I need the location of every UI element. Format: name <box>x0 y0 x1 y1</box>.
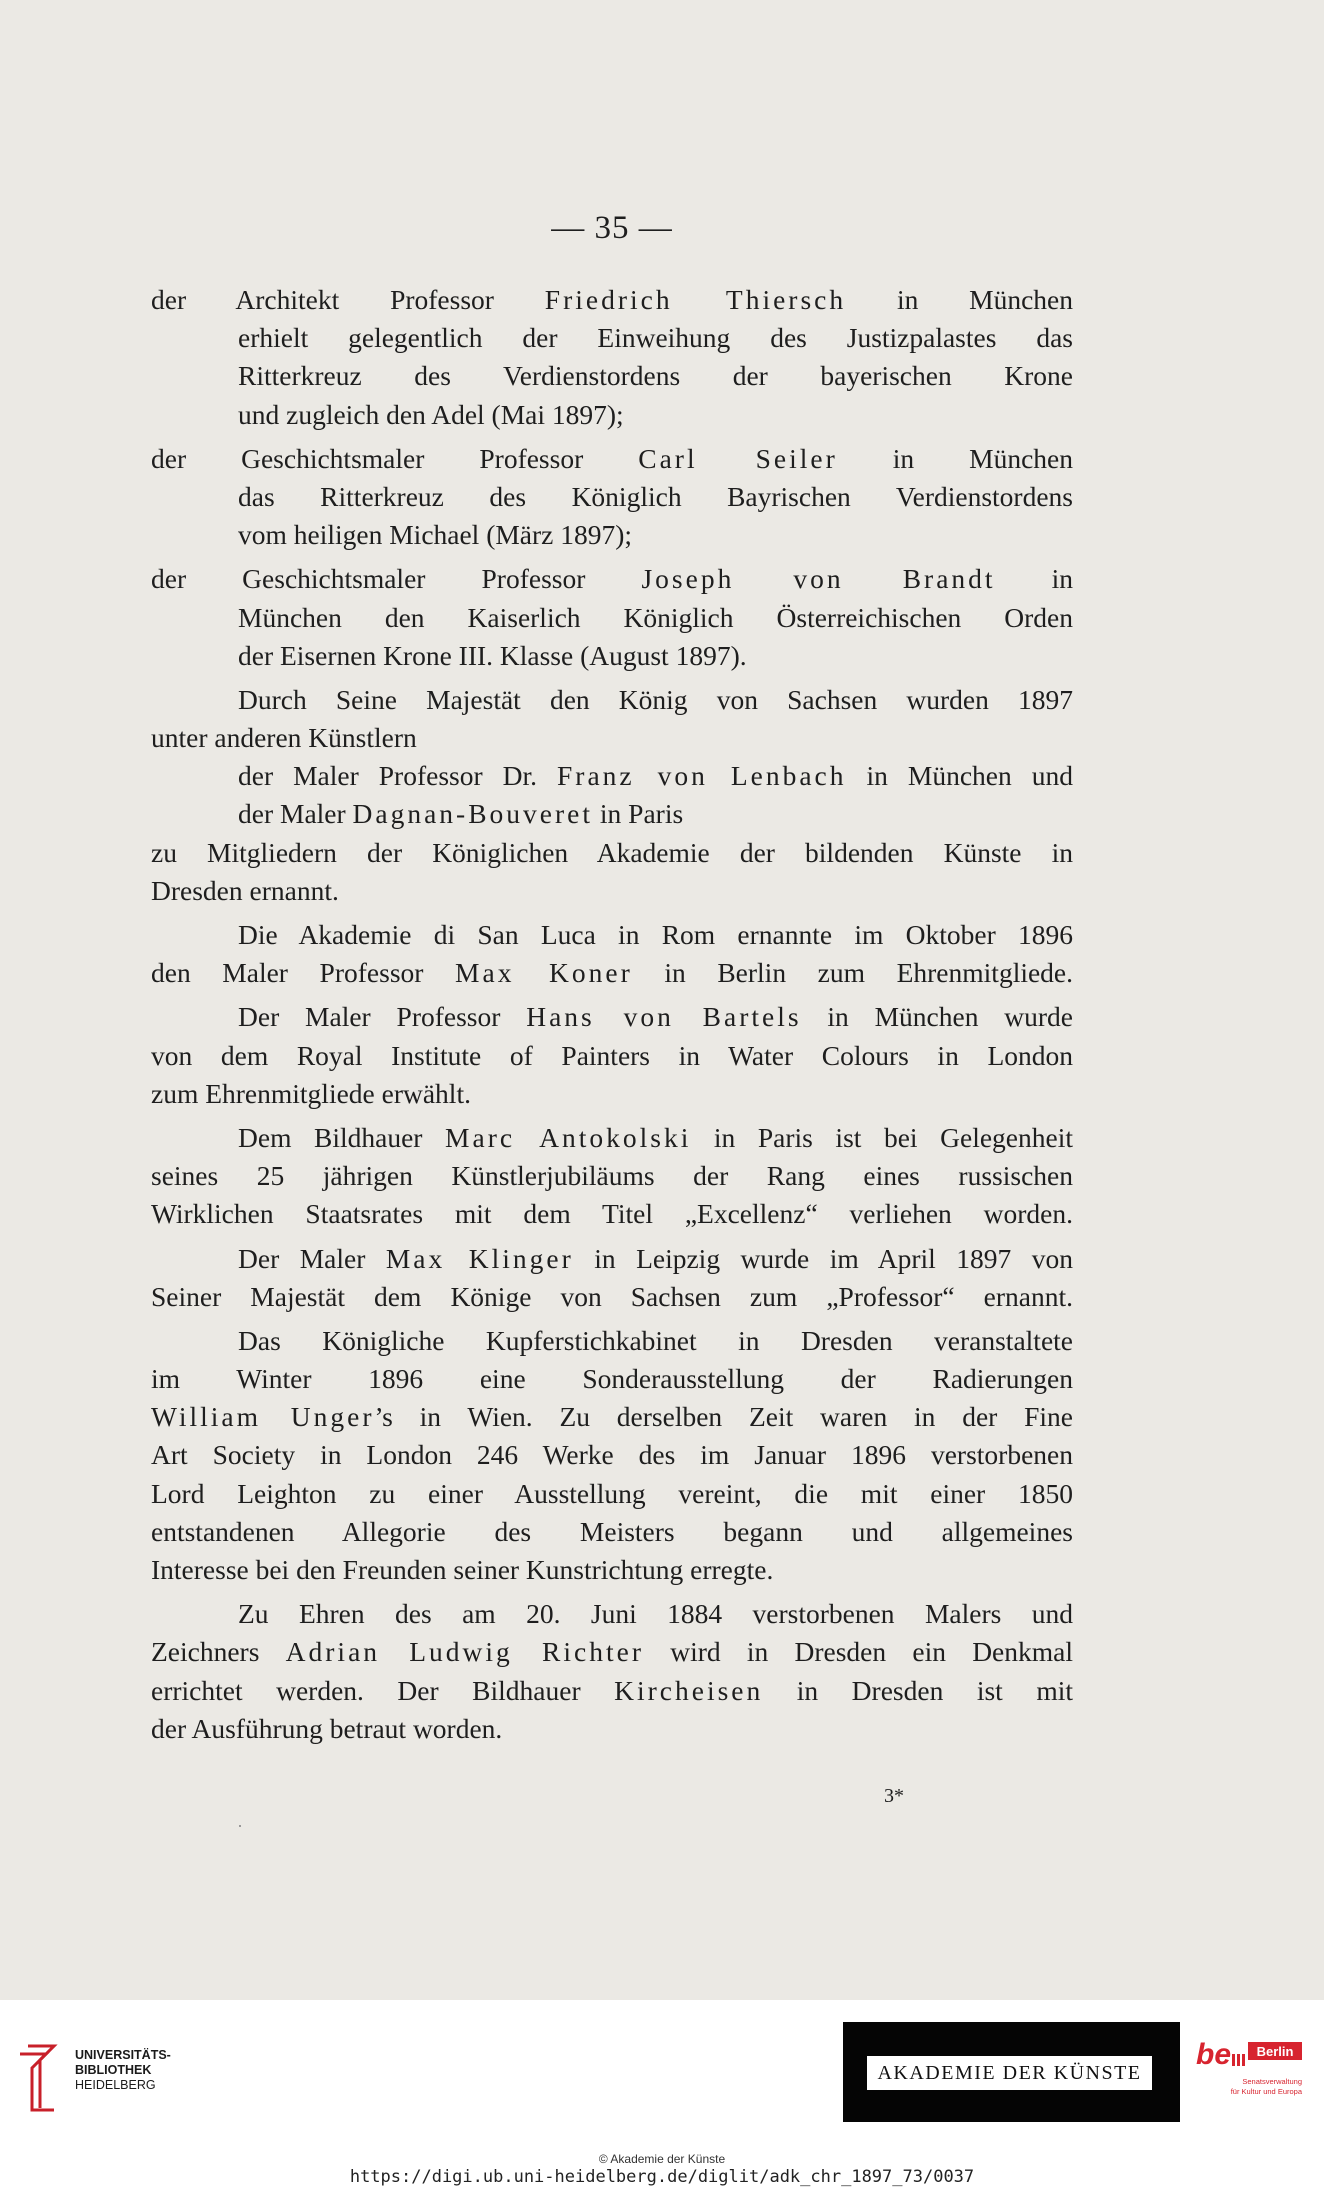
text-run: in Paris <box>593 798 684 830</box>
text-run: und zugleich den Adel (Mai 1897); <box>238 398 624 430</box>
text-run: Interesse bei den Freunden seiner Kunstrichtung erregte. <box>151 1554 774 1585</box>
spaced-name: Max Klinger <box>385 1242 574 1274</box>
spaced-name: Kircheisen <box>614 1674 764 1706</box>
text-run: Der Maler Professor <box>238 1001 527 1033</box>
text-run: Der Maler <box>238 1242 386 1274</box>
text-run: das Ritterkreuz des Königlich Bayrischen Verdienstordens <box>238 480 1073 512</box>
text-line <box>151 637 1073 675</box>
text-line <box>151 319 1073 357</box>
text-run: errichtet werden. Der Bildhauer <box>151 1674 615 1706</box>
text-line <box>151 599 1073 637</box>
text-run: zu Mitgliedern der Königlichen Akademie der bildenden Künste in <box>151 836 1073 868</box>
text-line <box>151 516 1073 554</box>
permalink-url[interactable]: https://digi.ub.uni-heidelberg.de/diglit/adk_chr_1897_73/0037 <box>349 2167 975 2187</box>
text-line <box>151 1436 1073 1474</box>
text-line <box>151 1595 1073 1633</box>
ub-line-2: BIBLIOTHEK <box>75 2063 152 2077</box>
text-line <box>151 1322 1073 1360</box>
text-line <box>151 1513 1073 1551</box>
text-run: Seiner Majestät dem Könige von Sachsen zum „Professor“ ernannt. <box>151 1280 1073 1312</box>
text-line <box>151 998 1073 1036</box>
text-run: Das Königliche Kupferstichkabinet in Dresden veranstaltete <box>238 1324 1073 1356</box>
akademie-logo-label: AKADEMIE DER KÜNSTE <box>867 2056 1152 2090</box>
text-run: im Winter 1896 eine Sonderausstellung der Radierungen <box>151 1363 1073 1395</box>
akademie-logo[interactable] <box>843 2022 1180 2122</box>
text-line <box>151 440 1073 478</box>
text-run: der Maler <box>238 798 353 830</box>
text-run: in München und <box>846 760 1073 792</box>
spaced-name: Carl Seiler <box>638 442 838 474</box>
text-run: der Architekt Professor <box>151 284 545 315</box>
spaced-name: Dagnan-Bouveret <box>352 798 594 830</box>
text-run: wird in Dresden ein Denkmal <box>643 1636 1073 1668</box>
text-line <box>151 954 1073 992</box>
text-run: Wirklichen Staatsrates mit dem Titel „Excellenz“ verliehen worden. <box>151 1198 1073 1230</box>
text-line <box>151 1398 1073 1436</box>
text-run: in München <box>837 442 1073 474</box>
text-run: Lord Leighton zu einer Ausstellung vereint, die mit einer 1850 <box>151 1477 1073 1509</box>
text-run: der Geschichtsmaler Professor <box>151 563 642 595</box>
text-line <box>151 1633 1073 1671</box>
text-line <box>151 872 1073 910</box>
text-run: in Dresden ist mit <box>763 1674 1073 1706</box>
text-run: den Maler Professor <box>151 957 456 989</box>
text-line <box>151 1075 1073 1113</box>
text-run: in München wurde <box>801 1001 1073 1033</box>
text-run: in Paris ist bei Gelegenheit <box>691 1121 1073 1153</box>
text-run: Art Society in London 246 Werke des im Januar 1896 verstorbenen <box>151 1439 1073 1471</box>
text-run: in Berlin zum Ehrenmitgliede. <box>632 957 1074 989</box>
text-line <box>151 560 1073 598</box>
spaced-name: Marc Antokolski <box>445 1121 692 1153</box>
senate-line-2: für Kultur und Europa <box>1230 2087 1302 2096</box>
university-library-logo-icon <box>14 2038 66 2118</box>
text-run: seines 25 jährigen Künstlerjubiläums der Rang eines russischen <box>151 1160 1073 1192</box>
text-run: Dem Bildhauer <box>238 1121 446 1153</box>
be-berlin-logo-icon[interactable] <box>1196 2036 1304 2116</box>
viewer-footer <box>0 2000 1324 2188</box>
text-run: München den Kaiserlich Königlich Österreichischen Orden <box>238 601 1073 633</box>
spaced-name: Adrian Ludwig Richter <box>285 1636 644 1668</box>
copyright-notice: © Akademie der Künste <box>598 2152 726 2166</box>
text-line <box>151 1360 1073 1398</box>
text-run: Zeichners <box>151 1636 286 1668</box>
text-line <box>151 1672 1073 1710</box>
spaced-name: Max Koner <box>455 957 633 989</box>
text-line <box>151 1119 1073 1157</box>
spaced-name: Friedrich Thiersch <box>544 284 847 315</box>
text-run: der Geschichtsmaler Professor <box>151 442 639 474</box>
text-line <box>151 795 1073 833</box>
text-line <box>151 1710 1073 1748</box>
text-line <box>151 478 1073 516</box>
text-line <box>151 1157 1073 1195</box>
page-number: — 35 — <box>551 210 673 246</box>
speck <box>239 1825 241 1827</box>
ub-line-3: HEIDELBERG <box>75 2078 156 2092</box>
text-run: entstandenen Allegorie des Meisters begann und allgemeines <box>151 1515 1073 1547</box>
text-line <box>151 1551 1073 1589</box>
text-line <box>151 834 1073 872</box>
spaced-name: Joseph von Brandt <box>641 563 996 595</box>
text-run: ’s in Wien. Zu derselben Zeit waren in der Fine <box>374 1401 1073 1433</box>
text-line <box>151 916 1073 954</box>
text-line <box>151 1475 1073 1513</box>
text-run: unter anderen Künstlern <box>151 722 417 754</box>
text-run: in Leipzig wurde im April 1897 von <box>573 1242 1073 1274</box>
text-run: Durch Seine Majestät den König von Sachsen wurden 1897 <box>238 683 1073 715</box>
signature-mark: 3* <box>884 1785 904 1807</box>
ub-line-1: UNIVERSITÄTS- <box>75 2048 171 2062</box>
text-line <box>151 719 1073 757</box>
text-run: zum Ehrenmitgliede erwählt. <box>151 1077 471 1109</box>
spaced-name: Franz von Lenbach <box>557 760 847 792</box>
text-line <box>151 1240 1073 1278</box>
text-run: der Ausführung betraut worden. <box>151 1712 503 1744</box>
be-logo-label: be <box>1196 2038 1232 2071</box>
text-run: in <box>995 563 1073 595</box>
text-run: Dresden ernannt. <box>151 874 339 906</box>
text-line <box>151 757 1073 795</box>
senate-line-1: Senatsverwaltung <box>1242 2077 1302 2086</box>
university-library-name <box>75 2048 171 2093</box>
text-run: erhielt gelegentlich der Einweihung des Justizpalastes das <box>238 322 1073 354</box>
body-text <box>151 281 1073 1748</box>
text-run: Ritterkreuz des Verdienstordens der bayerischen Krone <box>238 360 1073 392</box>
text-run: Die Akademie di San Luca in Rom ernannte im Oktober 1896 <box>238 919 1073 950</box>
text-line <box>151 281 1073 319</box>
spaced-name: Hans von Bartels <box>526 1001 802 1033</box>
text-run: in München <box>846 284 1074 315</box>
text-line <box>151 357 1073 395</box>
text-run: vom heiligen Michael (März 1897); <box>238 519 633 551</box>
spaced-name: William Unger <box>151 1401 375 1433</box>
text-run: der Maler Professor Dr. <box>238 760 557 792</box>
text-run: der Eisernen Krone III. Klasse (August 1897). <box>238 639 747 671</box>
text-run: Zu Ehren des am 20. Juni 1884 verstorbenen Malers und <box>238 1598 1073 1630</box>
text-line <box>151 1195 1073 1233</box>
text-line <box>151 681 1073 719</box>
text-line <box>151 1278 1073 1316</box>
text-line <box>151 396 1073 434</box>
text-line <box>151 1037 1073 1075</box>
text-run: von dem Royal Institute of Painters in Water Colours in London <box>151 1039 1073 1071</box>
berlin-label: Berlin <box>1256 2044 1294 2059</box>
